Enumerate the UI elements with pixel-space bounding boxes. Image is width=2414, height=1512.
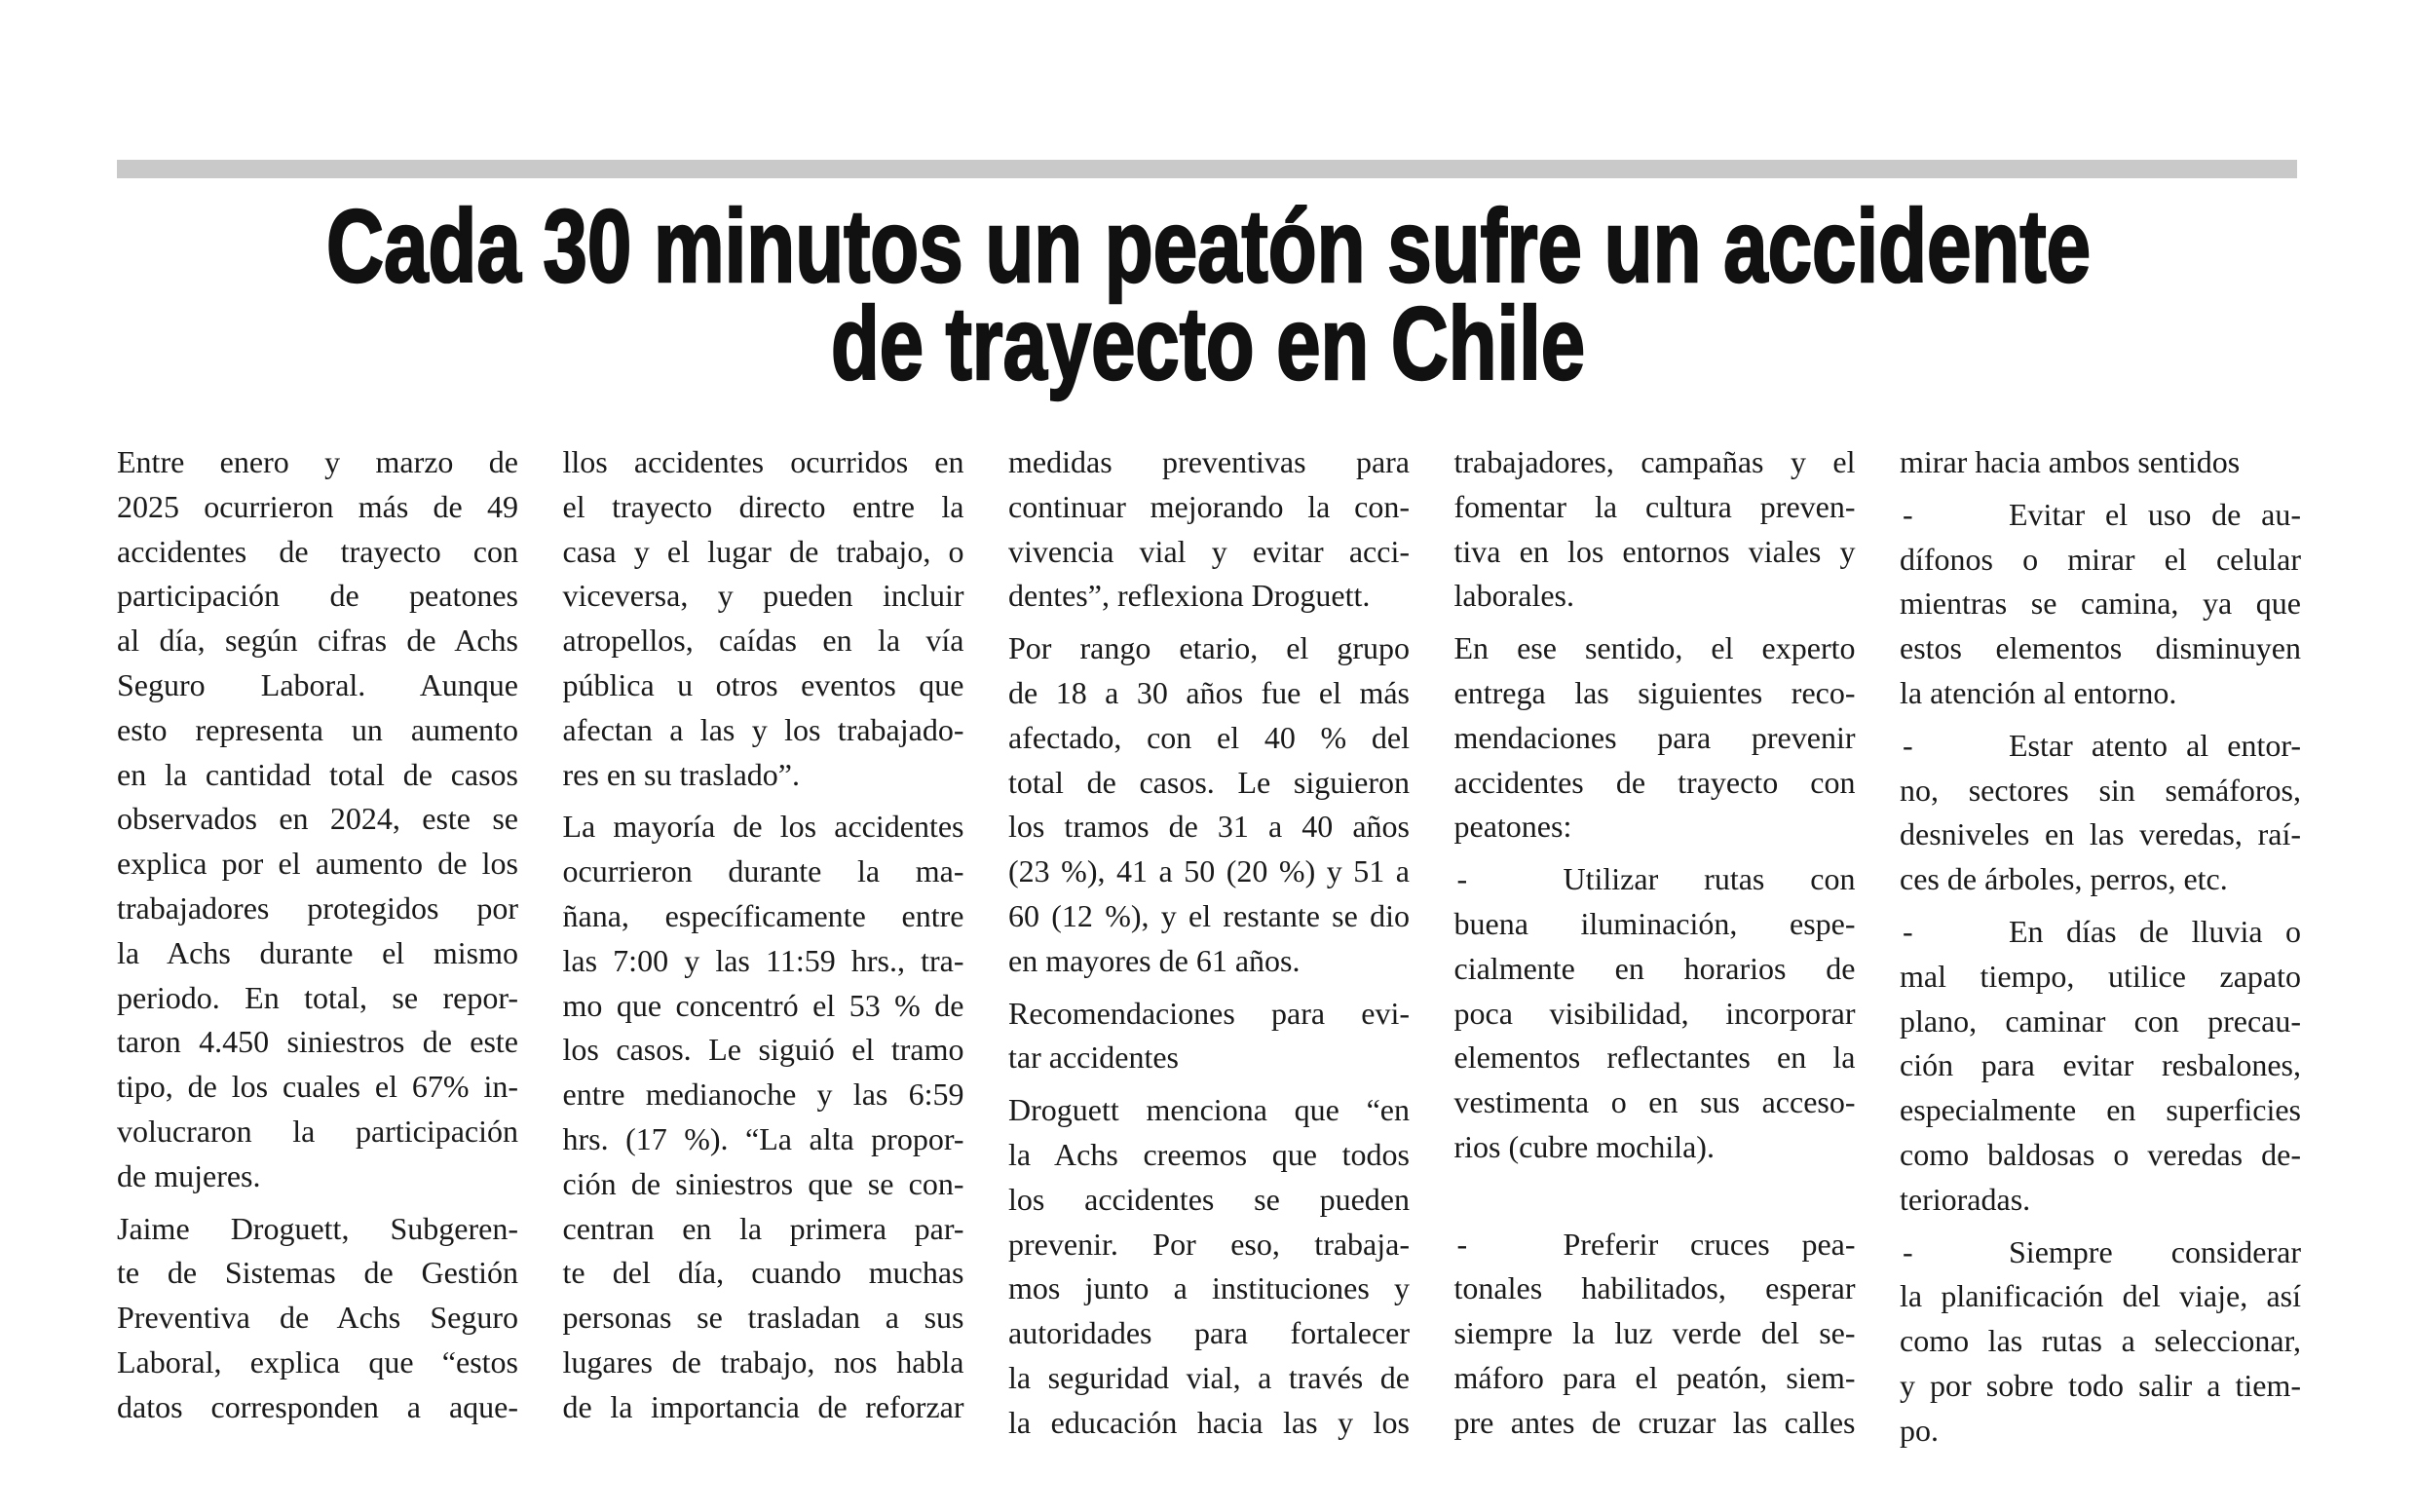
text-line: poca visibilidad, incorporar — [1453, 995, 1856, 1031]
headline — [117, 185, 2297, 409]
text-line: Entre enero y marzo de — [117, 444, 518, 479]
text-line — [1900, 1230, 2301, 1275]
text-line: trabajadores, campañas y el — [1453, 444, 1856, 479]
text-line: la Achs creemos que todos — [1008, 1136, 1410, 1172]
bullet-text: Evitar el uso de au- — [2009, 496, 2301, 532]
text-line: atropellos, caídas en la vía — [562, 623, 964, 659]
text-line: la atención al entorno. — [1900, 674, 2177, 710]
bullet-text: Siempre considerar — [2009, 1233, 2301, 1269]
text-line — [1900, 493, 2301, 538]
text-line: máforo para el peatón, siem- — [1453, 1359, 1856, 1395]
text-line — [1454, 857, 1856, 902]
text-line: ción de siniestros que se con- — [562, 1165, 964, 1201]
text-line: terioradas. — [1900, 1181, 2031, 1217]
text-line: cialmente en horarios de — [1453, 950, 1856, 986]
paragraph — [563, 440, 964, 797]
bullet-paragraph — [1454, 857, 1856, 1170]
text-line: te del día, cuando muchas — [562, 1255, 964, 1291]
text-line — [1900, 724, 2301, 769]
text-line: observados en 2024, este se — [117, 801, 518, 837]
text-line: 2025 ocurrieron más de 49 — [117, 488, 518, 524]
text-line: afectan a las y los trabajado- — [562, 711, 964, 747]
bullet-text: Utilizar rutas con — [1563, 861, 1856, 897]
text-line: entrega las siguientes reco- — [1453, 674, 1856, 710]
text-line: tipo, de los cuales el 67% in- — [117, 1069, 518, 1105]
paragraph — [1454, 626, 1856, 850]
text-line — [1900, 910, 2301, 955]
paragraph — [1900, 440, 2301, 485]
text-line: po. — [1900, 1412, 1939, 1448]
text-line: la planificación del viaje, así — [1900, 1278, 2301, 1314]
text-line: participación de peatones — [117, 578, 518, 614]
bullet-text: En días de lluvia o — [2009, 913, 2301, 949]
text-line: tar accidentes — [1008, 1040, 1179, 1076]
text-line: no, sectores sin semáforos, — [1900, 772, 2301, 808]
text-line: trabajadores protegidos por — [117, 889, 518, 926]
bullet-paragraph — [1454, 1223, 1856, 1446]
bullet-dash: - — [1903, 727, 1913, 763]
text-line: viceversa, y pueden incluir — [562, 578, 964, 614]
bullet-paragraph — [1900, 910, 2301, 1223]
paragraph — [1008, 440, 1410, 619]
headline-line-1: Cada 30 minutos un peatón sufre un accidente — [326, 189, 2091, 304]
text-line: vestimenta o en sus acceso- — [1453, 1084, 1856, 1120]
text-line: el trayecto directo entre la — [562, 488, 964, 524]
text-line: tiva en los entornos viales y — [1453, 533, 1856, 569]
text-line: ocurrieron durante la ma- — [562, 853, 964, 889]
text-line: 60 (12 %), y el restante se dio — [1008, 897, 1410, 933]
text-line: Preventiva de Achs Seguro — [117, 1300, 518, 1336]
bullet-dash: - — [1903, 913, 1913, 949]
text-line: de mujeres. — [117, 1157, 261, 1193]
text-line: lugares de trabajo, nos habla — [562, 1343, 964, 1380]
text-line: fomentar la cultura preven- — [1453, 488, 1856, 524]
text-line: afectado, con el 40 % del — [1008, 719, 1410, 755]
text-line: mendaciones para prevenir — [1453, 719, 1856, 755]
text-line: taron 4.450 siniestros de este — [117, 1024, 518, 1060]
bullet-paragraph — [1900, 1230, 2301, 1454]
text-line: dentes”, reflexiona Droguett. — [1008, 578, 1371, 614]
text-line: rios (cubre mochila). — [1453, 1128, 1715, 1164]
bullet-dash: - — [1903, 1233, 1913, 1269]
text-line: de 18 a 30 años fue el más — [1008, 674, 1410, 710]
bullet-dash: - — [1903, 496, 1913, 532]
text-line: hrs. (17 %). “La alta propor- — [562, 1120, 964, 1156]
text-line: pre antes de cruzar las calles — [1453, 1404, 1856, 1440]
text-line: especialmente en superficies — [1900, 1092, 2301, 1128]
text-line: prevenir. Por eso, trabaja- — [1008, 1226, 1410, 1262]
paragraph — [1008, 626, 1410, 983]
text-line: dífonos o mirar el celular — [1900, 541, 2301, 577]
text-line: tonales habilitados, esperar — [1453, 1270, 1856, 1306]
paragraph — [1008, 992, 1410, 1081]
text-line: Jaime Droguett, Subgeren- — [117, 1210, 518, 1246]
text-line: mos junto a instituciones y — [1008, 1270, 1410, 1306]
text-line: La mayoría de los accidentes — [562, 809, 964, 845]
text-line: entre medianoche y las 6:59 — [562, 1077, 964, 1113]
text-line: res en su traslado”. — [562, 756, 800, 792]
text-line: autoridades para fortalecer — [1008, 1315, 1410, 1351]
header-rule — [117, 160, 2297, 178]
text-line: al día, según cifras de Achs — [117, 623, 518, 659]
text-line: periodo. En total, se repor- — [117, 979, 518, 1015]
text-line: como baldosas o veredas de- — [1900, 1136, 2301, 1172]
bullet-dash: - — [1456, 1226, 1468, 1262]
text-line: (23 %), 41 a 50 (20 %) y 51 a — [1008, 853, 1410, 889]
text-line: continuar mejorando la con- — [1008, 488, 1410, 524]
text-line: llos accidentes ocurridos en — [562, 444, 964, 479]
text-line: mo que concentró el 53 % de — [562, 987, 964, 1023]
text-line: mirar hacia ambos sentidos — [1900, 444, 2241, 479]
text-line — [1454, 1223, 1856, 1267]
text-line: explica por el aumento de los — [117, 846, 518, 882]
paragraph — [117, 440, 518, 1199]
text-line: Recomendaciones para evi- — [1008, 995, 1410, 1031]
text-line: centran en la primera par- — [562, 1210, 964, 1246]
text-line: Por rango etario, el grupo — [1008, 630, 1410, 666]
bullet-text: Preferir cruces pea- — [1563, 1226, 1856, 1262]
bullet-paragraph — [1900, 493, 2301, 716]
text-line: personas se trasladan a sus — [562, 1300, 964, 1336]
text-line: la Achs durante el mismo — [117, 934, 518, 970]
text-line: buena iluminación, espe- — [1453, 905, 1856, 941]
text-line: te de Sistemas de Gestión — [117, 1255, 518, 1291]
text-line: accidentes de trayecto con — [1453, 764, 1856, 800]
text-line: vivencia vial y evitar acci- — [1008, 533, 1410, 569]
text-line: los casos. Le siguió el tramo — [562, 1032, 964, 1068]
text-line: las 7:00 y las 11:59 hrs., tra- — [562, 942, 964, 978]
text-column-3 — [1008, 440, 1410, 1454]
paragraph — [1454, 440, 1856, 619]
text-line: Droguett menciona que “en — [1008, 1092, 1410, 1128]
headline-line-2: de trayecto en Chile — [831, 286, 1585, 401]
text-line: la seguridad vial, a través de — [1008, 1359, 1410, 1395]
text-line: los accidentes se pueden — [1008, 1181, 1410, 1217]
bullet-dash: - — [1456, 861, 1468, 897]
text-line: ces de árboles, perros, etc. — [1900, 861, 2228, 897]
text-line: medidas preventivas para — [1008, 444, 1410, 479]
text-line: ción para evitar resbalones, — [1900, 1047, 2301, 1083]
text-column-2 — [563, 440, 964, 1454]
text-column-1 — [117, 440, 518, 1454]
paragraph — [117, 1207, 518, 1430]
text-line: en la cantidad total de casos — [117, 756, 518, 792]
text-line: peatones: — [1453, 809, 1572, 845]
text-line: mal tiempo, utilice zapato — [1900, 958, 2301, 994]
text-line: mientras se camina, ya que — [1900, 586, 2301, 622]
text-line: y por sobre todo salir a tiem- — [1900, 1367, 2301, 1403]
text-line: estos elementos disminuyen — [1900, 630, 2301, 666]
text-line: como las rutas a seleccionar, — [1900, 1323, 2301, 1359]
text-line: esto representa un aumento — [117, 711, 518, 747]
text-line: plano, caminar con precau- — [1900, 1002, 2301, 1039]
paragraph — [1008, 1088, 1410, 1445]
text-line: la educación hacia las y los — [1008, 1404, 1410, 1440]
text-column-4 — [1454, 440, 1856, 1454]
text-line: Laboral, explica que “estos — [117, 1343, 518, 1380]
text-line: de la importancia de reforzar — [562, 1388, 964, 1424]
text-line: elementos reflectantes en la — [1453, 1040, 1856, 1076]
text-line: Seguro Laboral. Aunque — [117, 666, 518, 702]
text-line: ñana, específicamente entre — [562, 897, 964, 933]
text-line: volucraron la participación — [117, 1113, 518, 1149]
text-line: en mayores de 61 años. — [1008, 942, 1301, 978]
bullet-paragraph — [1900, 724, 2301, 902]
text-line: siempre la luz verde del se- — [1453, 1315, 1856, 1351]
text-line: accidentes de trayecto con — [117, 533, 518, 569]
text-line: En ese sentido, el experto — [1453, 630, 1856, 666]
text-line: casa y el lugar de trabajo, o — [562, 533, 964, 569]
text-column-5 — [1900, 440, 2301, 1454]
text-line: datos corresponden a aque- — [117, 1388, 518, 1424]
text-line: pública u otros eventos que — [562, 666, 964, 702]
text-line: desniveles en las veredas, raí- — [1900, 816, 2301, 852]
text-line: los tramos de 31 a 40 años — [1008, 809, 1410, 845]
bullet-text: Estar atento al entor- — [2009, 727, 2301, 763]
text-line: total de casos. Le siguieron — [1008, 764, 1410, 800]
text-line: laborales. — [1453, 578, 1574, 614]
article-body — [117, 440, 2301, 1454]
paragraph — [563, 805, 964, 1429]
